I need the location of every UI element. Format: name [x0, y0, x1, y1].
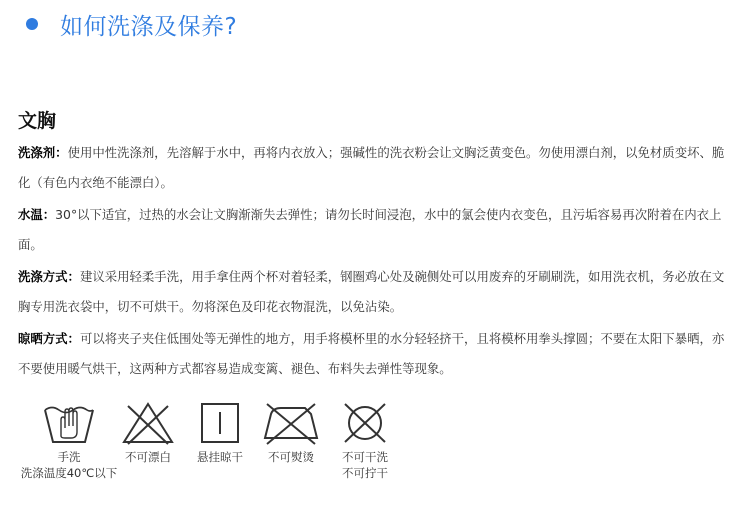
care-symbols	[0, 398, 750, 508]
care-label: 不可干洗	[342, 450, 388, 464]
paragraph-dry-method	[18, 324, 732, 384]
care-label: 手洗	[57, 450, 81, 464]
paragraph-wash-method	[18, 262, 732, 322]
care-item-no-bleach	[116, 398, 180, 465]
hand-wash-icon	[41, 398, 97, 446]
care-label: 不可拧干	[342, 466, 388, 480]
care-item-no-dry-clean	[330, 398, 400, 481]
paragraph-label: 水温：	[18, 207, 56, 222]
page-title: 如何洗涤及保养?	[60, 13, 238, 40]
section-title: 文胸	[18, 110, 57, 132]
care-item-no-iron	[256, 398, 326, 465]
paragraph-label: 洗涤剂：	[18, 145, 68, 160]
care-item-hang-dry	[188, 398, 252, 465]
paragraph-water-temp	[18, 200, 732, 260]
paragraph-text: 30°以下适宜，过热的水会让文胸渐渐失去弹性；请勿长时间浸泡，水中的氯会使内衣变色，且污垢容易再次附着在内衣上面。	[18, 207, 722, 252]
paragraph-text: 建议采用轻柔手洗，用手拿住两个杯对着轻柔，钢圈鸡心处及碗侧处可以用废弃的牙刷刷洗，如用洗衣机，务必放在文胸专用洗衣袋中，切不可烘干。勿将深色及印花衣物混洗，以免沾染。	[18, 269, 725, 314]
bullet-dot-icon	[26, 18, 38, 30]
section-header	[26, 6, 237, 42]
paragraph-text: 使用中性洗涤剂，先溶解于水中，再将内衣放入；强碱性的洗衣粉会让文胸泛黄变色。勿使用漂白剂，以免材质变坏、脆化（有色内衣绝不能漂白）。	[18, 145, 725, 190]
care-label: 不可漂白	[125, 450, 171, 464]
care-label: 不可熨烫	[268, 450, 314, 464]
no-bleach-icon	[120, 398, 176, 446]
paragraph-label: 晾晒方式：	[18, 331, 80, 346]
paragraph-label: 洗涤方式：	[18, 269, 80, 284]
no-iron-icon	[259, 398, 323, 446]
no-dry-clean-icon	[337, 398, 393, 446]
care-label: 悬挂晾干	[197, 450, 243, 464]
paragraph-detergent	[18, 138, 732, 198]
care-item-hand-wash	[14, 398, 124, 481]
hang-dry-icon	[192, 398, 248, 446]
care-label: 洗涤温度40℃以下	[20, 466, 118, 480]
paragraph-text: 可以将夹子夹住低围处等无弹性的地方，用手将模杯里的水分轻轻挤干，且将模杯用拳头撑圆；不要在太阳下暴晒，亦不要使用暖气烘干，这两种方式都容易造成变篱、褪色、布料失去弹性等现象。	[18, 331, 725, 376]
